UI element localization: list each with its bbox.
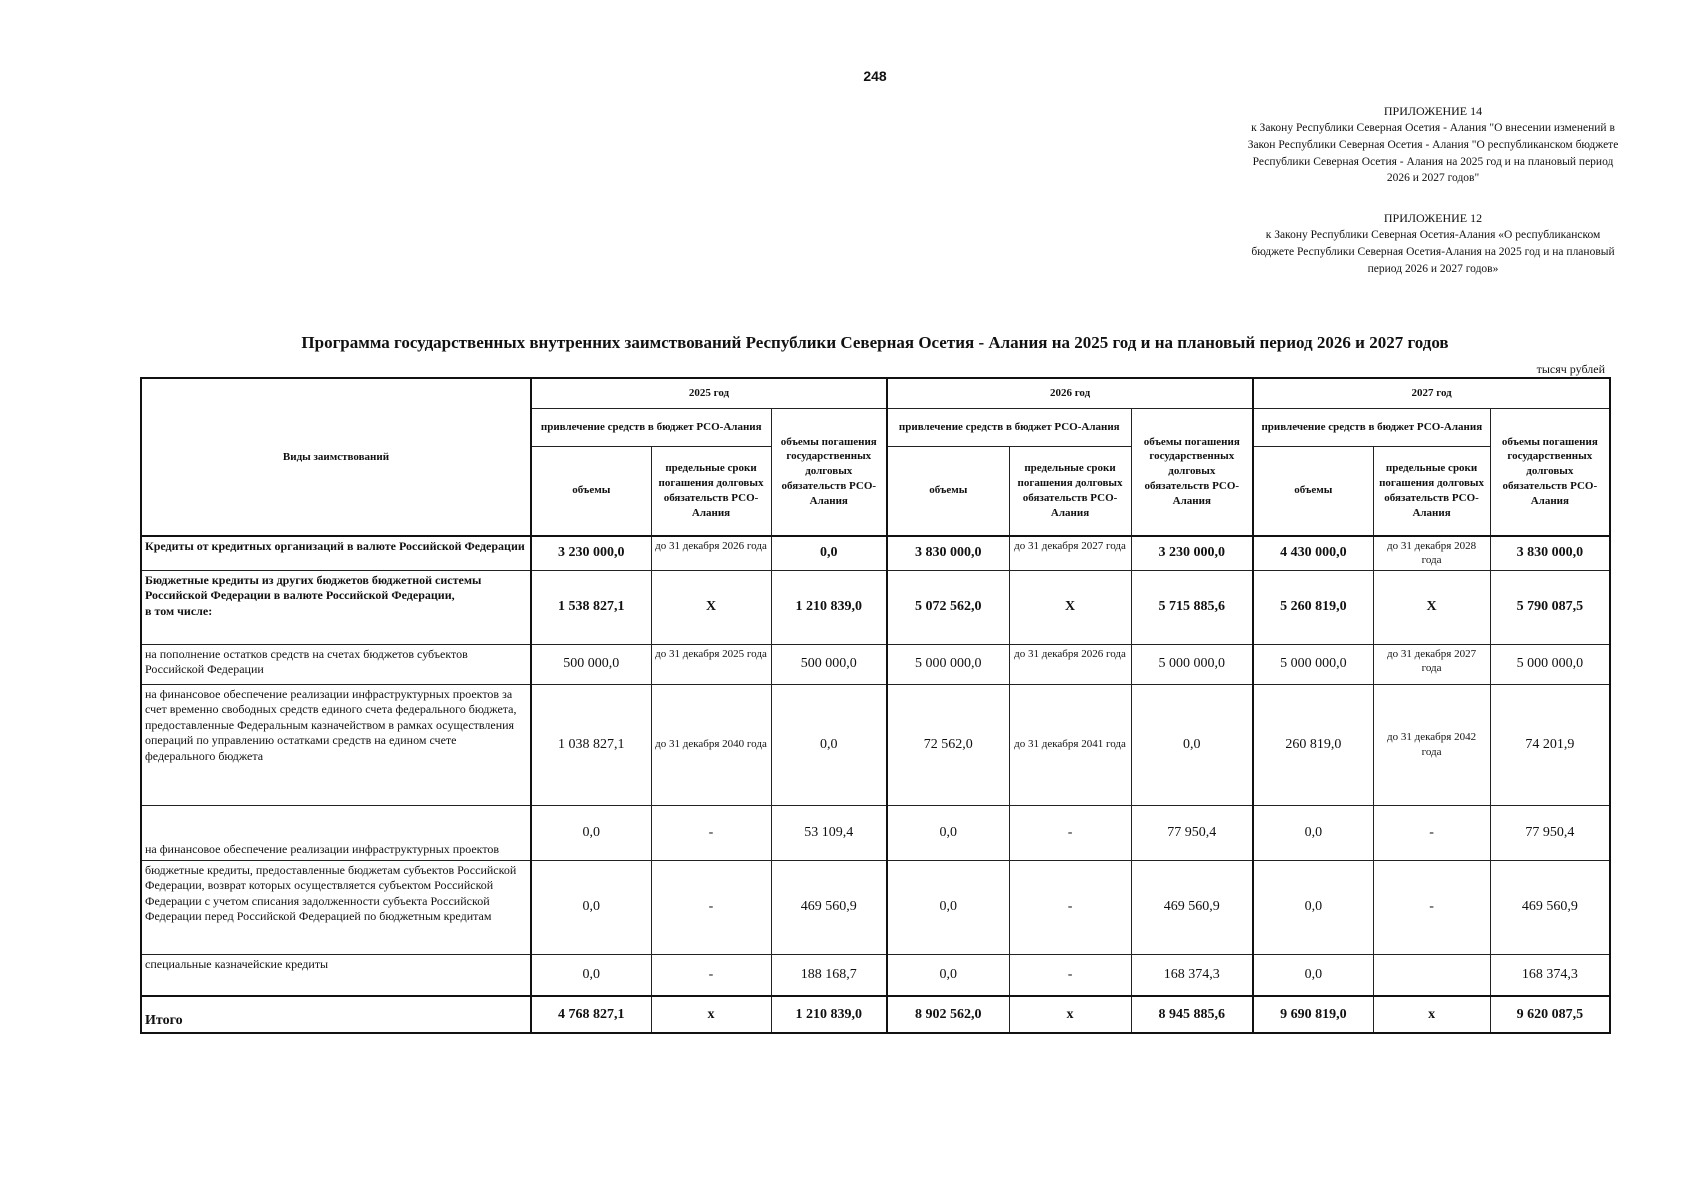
header-year-2027: 2027 год — [1253, 378, 1610, 408]
row-label — [141, 570, 531, 644]
cell-volume-2025: 0,0 — [531, 860, 651, 954]
cell-term-2025: до 31 декабря 2040 года — [651, 684, 771, 805]
cell-volume-2026: 0,0 — [887, 805, 1009, 860]
total-repay-2026: 8 945 885,6 — [1131, 996, 1253, 1033]
cell-repay-2025: 500 000,0 — [771, 644, 887, 684]
cell-repay-2027: 74 201,9 — [1490, 684, 1610, 805]
cell-volume-2025: 1 538 827,1 — [531, 570, 651, 644]
cell-volume-2026: 5 072 562,0 — [887, 570, 1009, 644]
total-volume-2027: 9 690 819,0 — [1253, 996, 1373, 1033]
cell-volume-2025: 1 038 827,1 — [531, 684, 651, 805]
appendix-12-text: к Закону Республики Северная Осетия-Алания «О республиканском бюджете Республики Северная Осетия-Алания на 2025 год и на плановый период 2026 и 2027 годов» — [1251, 229, 1615, 275]
cell-volume-2027: 5 260 819,0 — [1253, 570, 1373, 644]
table-row — [141, 805, 1610, 860]
header-attraction-2025: привлечение средств в бюджет РСО-Алания — [531, 408, 771, 446]
row-label: на финансовое обеспечение реализации инфраструктурных проектов за счет временно свободных средств единого счета федерального бюджета, предоставленные Федеральным казначейством в рамках осуществления операций по управлению остатками средств на едином счете федерального бюджета — [141, 684, 531, 805]
cell-volume-2027: 4 430 000,0 — [1253, 536, 1373, 570]
cell-volume-2027: 0,0 — [1253, 954, 1373, 996]
cell-term-2026: до 31 декабря 2027 года — [1009, 536, 1131, 570]
row-label: на финансовое обеспечение реализации инфраструктурных проектов — [141, 805, 531, 860]
cell-volume-2025: 0,0 — [531, 954, 651, 996]
cell-volume-2026: 3 830 000,0 — [887, 536, 1009, 570]
table-row — [141, 644, 1610, 684]
cell-term-2027: Х — [1373, 570, 1490, 644]
cell-volume-2026: 72 562,0 — [887, 684, 1009, 805]
cell-volume-2025: 3 230 000,0 — [531, 536, 651, 570]
cell-repay-2025: 0,0 — [771, 536, 887, 570]
cell-repay-2025: 0,0 — [771, 684, 887, 805]
cell-term-2025: до 31 декабря 2025 года — [651, 644, 771, 684]
table-row — [141, 536, 1610, 570]
total-term-2025: х — [651, 996, 771, 1033]
cell-repay-2025: 188 168,7 — [771, 954, 887, 996]
units-label: тысяч рублей — [1536, 362, 1605, 376]
header-repay-2026: объемы погашения государственных долговых обязательств РСО-Алания — [1131, 408, 1253, 536]
cell-repay-2026: 5 000 000,0 — [1131, 644, 1253, 684]
appendix-14-text: к Закону Республики Северная Осетия - Алания "О внесении изменений в Закон Республики Северная Осетия - Алания "О республиканском бюджете Республики Северная Осетия - Алания на 2025 год и на плановый период 2026 и 2027 годов" — [1247, 122, 1619, 185]
header-terms-2027: предельные сроки погашения долговых обязательств РСО-Алания — [1373, 446, 1490, 536]
cell-volume-2026: 0,0 — [887, 860, 1009, 954]
total-term-2026: х — [1009, 996, 1131, 1033]
cell-term-2026: Х — [1009, 570, 1131, 644]
cell-repay-2027: 469 560,9 — [1490, 860, 1610, 954]
cell-volume-2027: 0,0 — [1253, 805, 1373, 860]
cell-term-2027 — [1373, 954, 1490, 996]
cell-term-2025: - — [651, 860, 771, 954]
cell-volume-2027: 0,0 — [1253, 860, 1373, 954]
total-repay-2025: 1 210 839,0 — [771, 996, 887, 1033]
header-repay-2025: объемы погашения государственных долговых обязательств РСО-Алания — [771, 408, 887, 536]
cell-repay-2026: 5 715 885,6 — [1131, 570, 1253, 644]
cell-repay-2025: 469 560,9 — [771, 860, 887, 954]
appendix-14-block — [1243, 103, 1623, 187]
cell-repay-2025: 53 109,4 — [771, 805, 887, 860]
appendix-12-heading: ПРИЛОЖЕНИЕ 12 — [1383, 211, 1483, 225]
header-attraction-2027: привлечение средств в бюджет РСО-Алания — [1253, 408, 1490, 446]
cell-term-2025: Х — [651, 570, 771, 644]
cell-volume-2027: 5 000 000,0 — [1253, 644, 1373, 684]
cell-term-2027: до 31 декабря 2042 года — [1373, 684, 1490, 805]
total-volume-2025: 4 768 827,1 — [531, 996, 651, 1033]
header-repay-2027: объемы погашения государственных долговых обязательств РСО-Алания — [1490, 408, 1610, 536]
cell-term-2027: - — [1373, 860, 1490, 954]
header-year-2025: 2025 год — [531, 378, 887, 408]
cell-repay-2025: 1 210 839,0 — [771, 570, 887, 644]
cell-term-2027: - — [1373, 805, 1490, 860]
total-repay-2027: 9 620 087,5 — [1490, 996, 1610, 1033]
total-volume-2026: 8 902 562,0 — [887, 996, 1009, 1033]
row-label: специальные казначейские кредиты — [141, 954, 531, 996]
cell-volume-2027: 260 819,0 — [1253, 684, 1373, 805]
cell-repay-2027: 77 950,4 — [1490, 805, 1610, 860]
cell-volume-2025: 500 000,0 — [531, 644, 651, 684]
cell-term-2027: до 31 декабря 2028 года — [1373, 536, 1490, 570]
appendix-12-block — [1243, 210, 1623, 277]
cell-term-2026: - — [1009, 954, 1131, 996]
cell-repay-2027: 5 000 000,0 — [1490, 644, 1610, 684]
cell-term-2027: до 31 декабря 2027 года — [1373, 644, 1490, 684]
appendix-14-heading: ПРИЛОЖЕНИЕ 14 — [1383, 104, 1483, 118]
cell-repay-2026: 469 560,9 — [1131, 860, 1253, 954]
table-row-total — [141, 996, 1610, 1033]
header-volumes-2026: объемы — [887, 446, 1009, 536]
total-label: Итого — [141, 996, 531, 1033]
borrowing-program-table — [140, 377, 1611, 1034]
document-title: Программа государственных внутренних заимствований Республики Северная Осетия - Алания на 2025 год и на плановый период 2026 и 2027 годов — [301, 333, 1449, 352]
total-term-2027: х — [1373, 996, 1490, 1033]
cell-repay-2026: 3 230 000,0 — [1131, 536, 1253, 570]
table-row — [141, 860, 1610, 954]
row-label-sub: в том числе: — [145, 603, 213, 618]
cell-term-2026: - — [1009, 805, 1131, 860]
cell-repay-2026: 168 374,3 — [1131, 954, 1253, 996]
table-row — [141, 570, 1610, 644]
cell-term-2025: до 31 декабря 2026 года — [651, 536, 771, 570]
header-terms-2026: предельные сроки погашения долговых обязательств РСО-Алания — [1009, 446, 1131, 536]
cell-volume-2026: 5 000 000,0 — [887, 644, 1009, 684]
table-row — [141, 954, 1610, 996]
header-attraction-2026: привлечение средств в бюджет РСО-Алания — [887, 408, 1131, 446]
cell-term-2025: - — [651, 805, 771, 860]
cell-repay-2027: 168 374,3 — [1490, 954, 1610, 996]
header-kinds: Виды заимствований — [141, 378, 531, 536]
row-label: бюджетные кредиты, предоставленные бюджетам субъектов Российской Федерации, возврат которых осуществляется субъектом Российской Федерации с учетом списания задолженности субъекта Российской Федерации перед Российской Федерацией по бюджетным кредитам — [141, 860, 531, 954]
header-terms-2025: предельные сроки погашения долговых обязательств РСО-Алания — [651, 446, 771, 536]
cell-term-2026: - — [1009, 860, 1131, 954]
row-label: на пополнение остатков средств на счетах бюджетов субъектов Российской Федерации — [141, 644, 531, 684]
header-volumes-2025: объемы — [531, 446, 651, 536]
cell-repay-2026: 77 950,4 — [1131, 805, 1253, 860]
cell-term-2026: до 31 декабря 2026 года — [1009, 644, 1131, 684]
cell-volume-2026: 0,0 — [887, 954, 1009, 996]
table-row — [141, 684, 1610, 805]
cell-term-2026: до 31 декабря 2041 года — [1009, 684, 1131, 805]
header-volumes-2027: объемы — [1253, 446, 1373, 536]
cell-repay-2027: 3 830 000,0 — [1490, 536, 1610, 570]
row-label-main: Бюджетные кредиты из других бюджетов бюджетной системы Российской Федерации в валюте Российской Федерации, — [145, 572, 482, 603]
row-label: Кредиты от кредитных организаций в валюте Российской Федерации — [141, 536, 531, 570]
cell-repay-2027: 5 790 087,5 — [1490, 570, 1610, 644]
page-number: 248 — [863, 68, 887, 84]
cell-term-2025: - — [651, 954, 771, 996]
cell-repay-2026: 0,0 — [1131, 684, 1253, 805]
header-year-2026: 2026 год — [887, 378, 1253, 408]
cell-volume-2025: 0,0 — [531, 805, 651, 860]
